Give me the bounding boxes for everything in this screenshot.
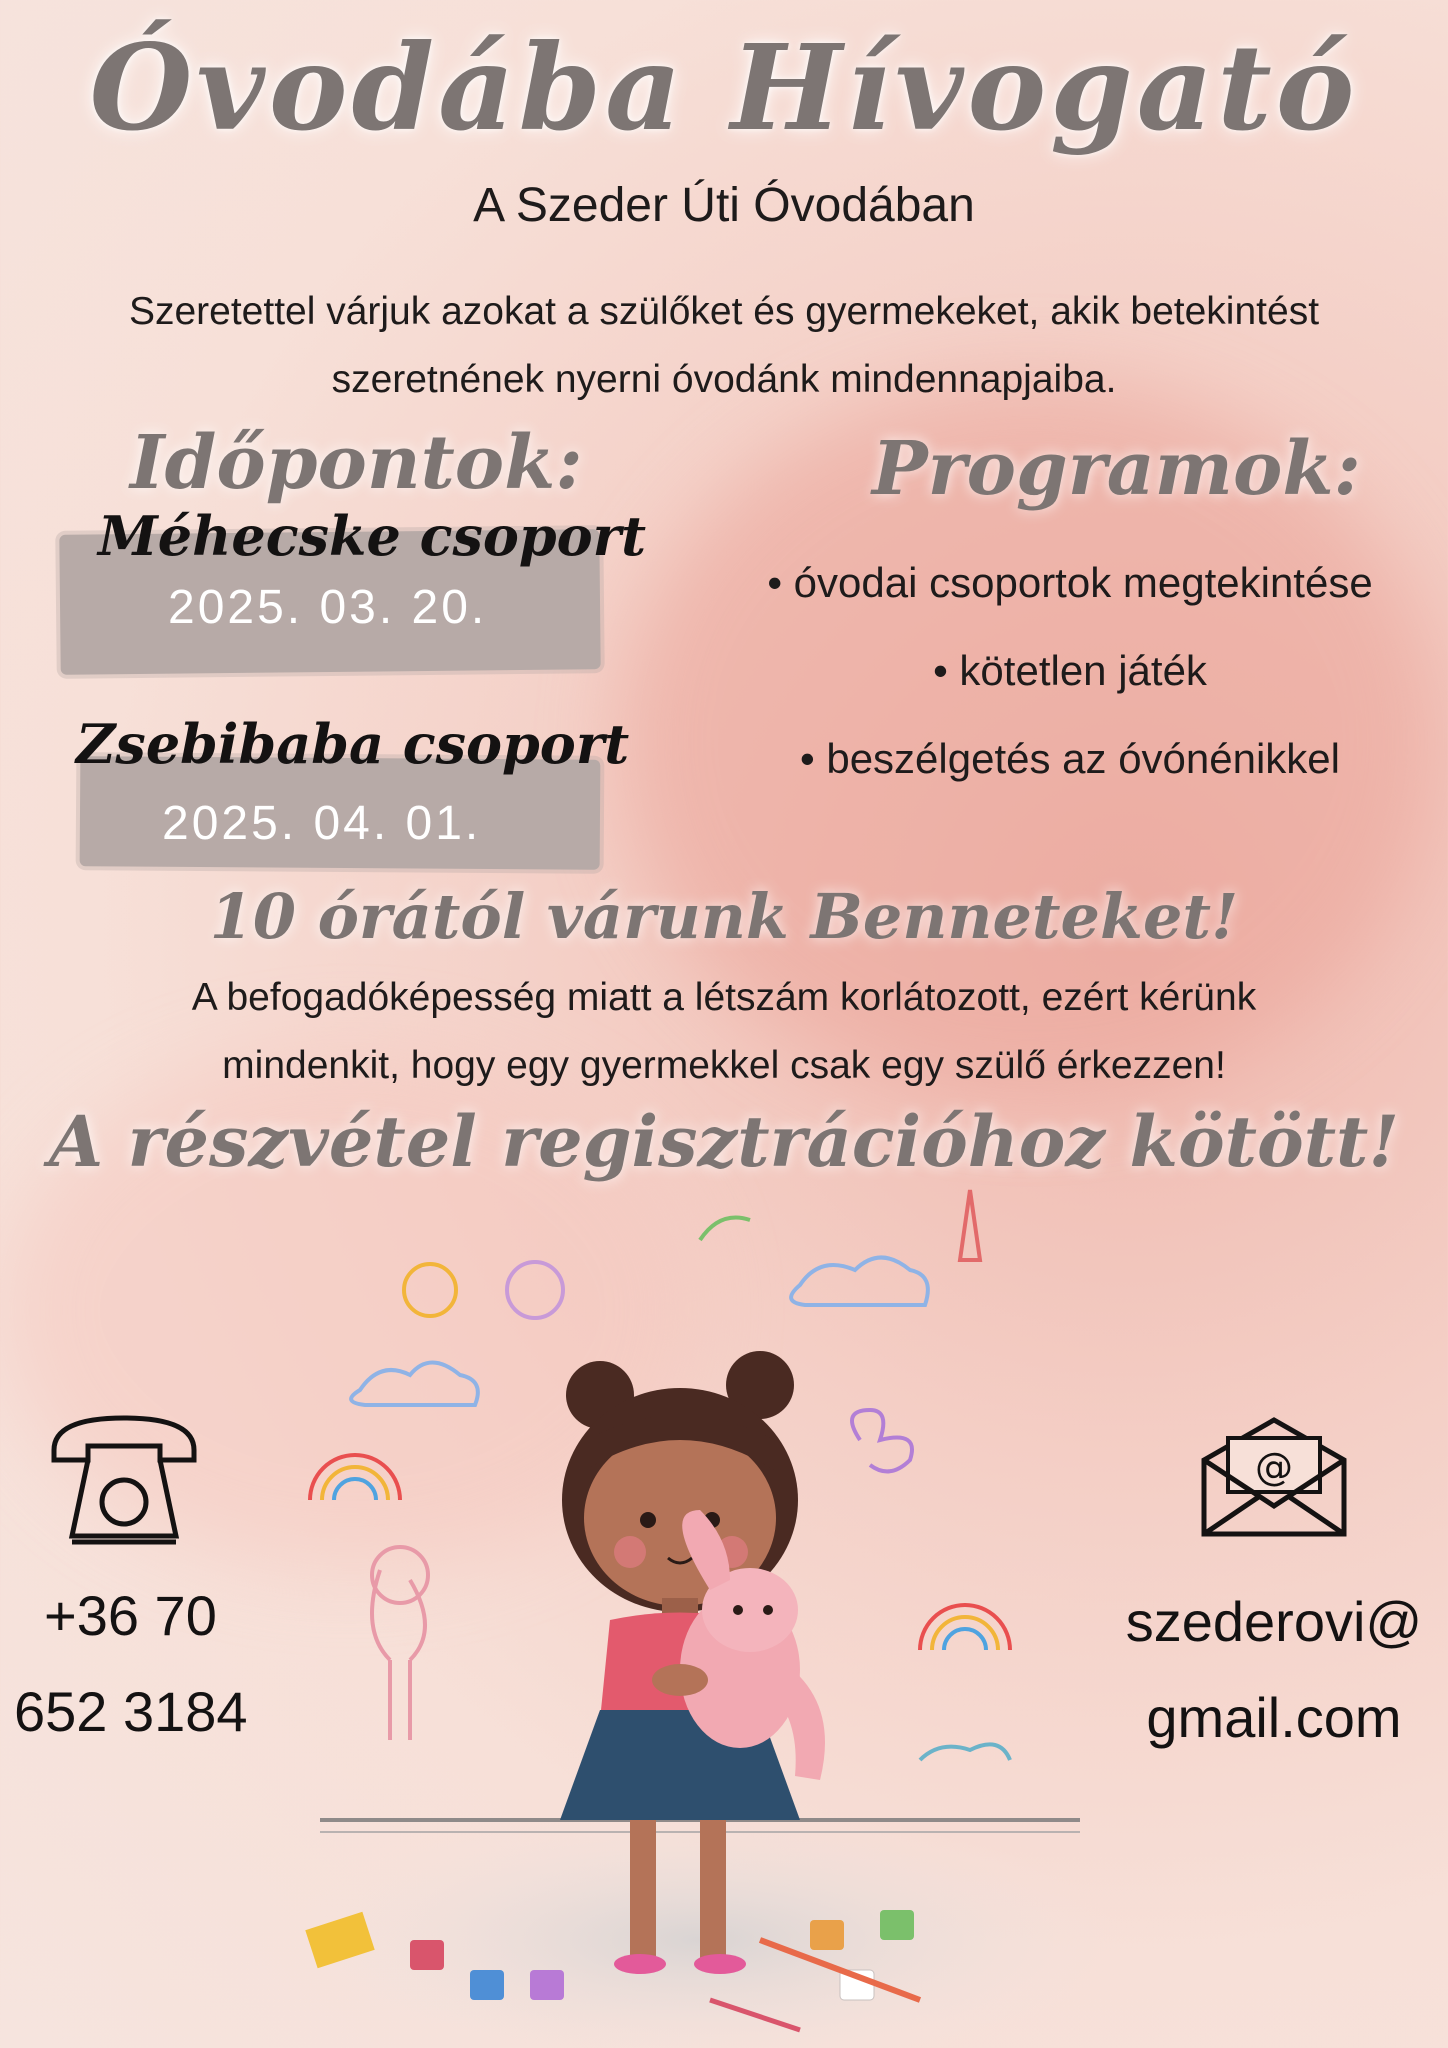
group-name-zsebibaba: Zsebibaba csoport xyxy=(76,712,630,776)
email-address[interactable] xyxy=(1100,1574,1448,1766)
registration-text: A részvétel regisztrációhoz kötött! xyxy=(48,1100,1400,1183)
svg-text:@: @ xyxy=(1255,1445,1293,1489)
program-item: • óvodai csoportok megtekintése xyxy=(767,559,1373,606)
envelope-at-icon xyxy=(1198,1414,1350,1540)
intro-line: szeretnének nyerni óvodánk mindennapjaiba. xyxy=(331,358,1117,401)
telephone-icon xyxy=(48,1410,200,1550)
intro-text xyxy=(40,278,1408,414)
child-illustration xyxy=(280,1180,1120,2048)
intro-line: Szeretettel várjuk azokat a szülőket és gyermekeket, akik betekintést xyxy=(128,290,1320,333)
capacity-line: mindenkit, hogy egy gyermekkel csak egy szülő érkezzen! xyxy=(222,1044,1226,1087)
email-line: szederovi@ xyxy=(1125,1590,1423,1653)
poster-subtitle: A Szeder Úti Óvodában xyxy=(473,179,975,232)
phone-line: +36 70 xyxy=(44,1584,217,1647)
programs-heading: Programok: xyxy=(872,426,1361,512)
dates-heading: Időpontok: xyxy=(130,420,583,506)
phone-line: 652 3184 xyxy=(14,1680,248,1743)
group-date-zsebibaba: 2025. 04. 01. xyxy=(162,797,482,850)
program-item: • beszélgetés az óvónénikkel xyxy=(799,735,1341,782)
time-text: 10 órától várunk Benneteket! xyxy=(209,880,1239,953)
capacity-line: A befogadóképesség miatt a létszám korlátozott, ezért kérünk xyxy=(191,976,1257,1019)
group-date-mehecske: 2025. 03. 20. xyxy=(168,581,488,634)
programs-list xyxy=(690,548,1448,812)
poster-title: Óvodába Hívogató xyxy=(89,18,1359,157)
capacity-text xyxy=(60,964,1388,1100)
phone-number[interactable] xyxy=(14,1568,274,1760)
group-name-mehecske: Méhecske csoport xyxy=(98,504,647,568)
program-item: • kötetlen játék xyxy=(933,647,1207,694)
email-line: gmail.com xyxy=(1146,1686,1402,1749)
